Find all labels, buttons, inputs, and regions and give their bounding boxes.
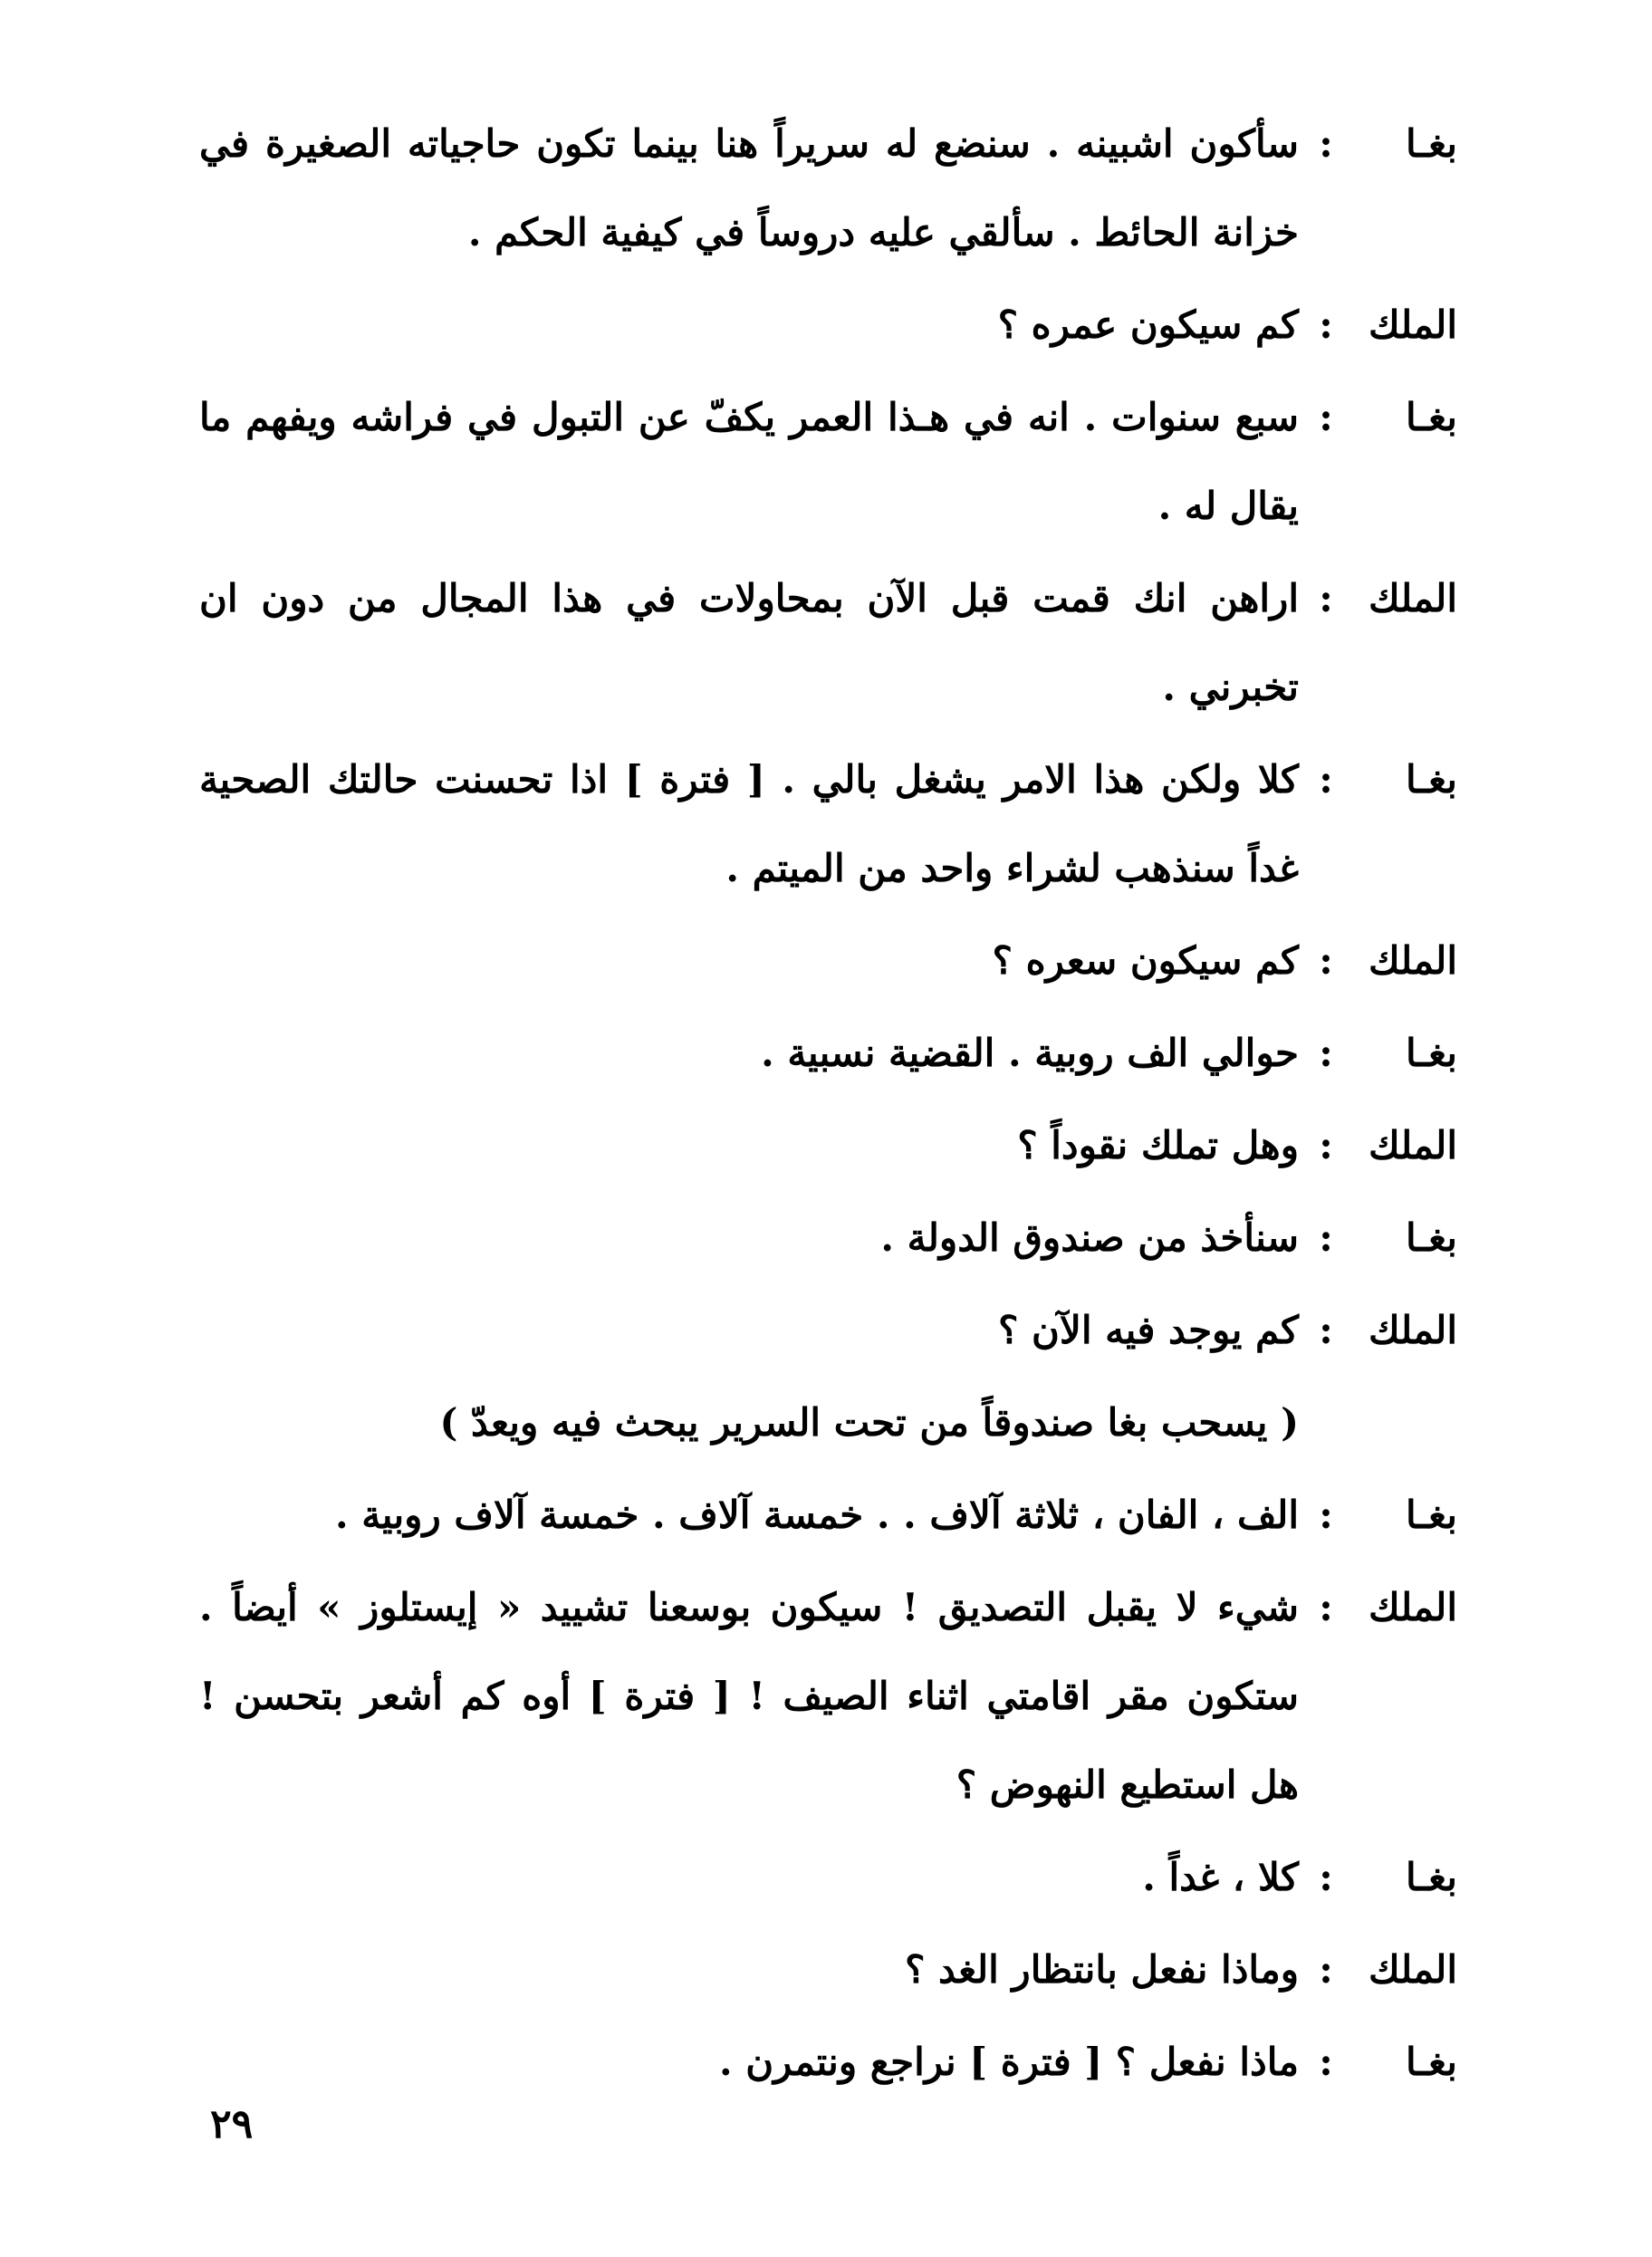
speaker-colon: : <box>1319 1947 1333 1992</box>
speaker-name: بغـا <box>1405 1493 1457 1537</box>
dialogue-entry <box>199 917 1457 1005</box>
speech-text: كلا ولكن هذا الامر يشغل بالي . [ فترة ] اذا تحسنت حالتك الصحية غداً سنذهب لشراء واحد من الميتم . <box>199 757 1299 890</box>
dialogue-entry <box>199 1286 1457 1375</box>
page-number: ٢٩ <box>210 2101 254 2147</box>
speaker-colon: : <box>1319 121 1333 166</box>
speaker-name: بغـا <box>1405 2040 1457 2084</box>
speaker-colon: : <box>1319 1031 1333 1075</box>
dialogue-entry <box>199 1471 1457 1560</box>
dialogue-entry <box>199 735 1457 913</box>
dialogue-entry <box>199 1194 1457 1282</box>
dialogue-entry <box>199 100 1457 277</box>
speech-text: حوالي الف روبية . القضية نسبية . <box>761 1031 1299 1075</box>
speech-text: سأكون اشبينه . سنضع له سريراً هنا بينما تكون حاجياته الصغيرة في خزانة الحائط . سألقي عليه دروساً في كيفية الحكم . <box>199 121 1299 255</box>
dialogue-entry <box>199 1009 1457 1098</box>
speaker-colon: : <box>1319 1123 1333 1167</box>
speech-text: كم سيكون عمره ؟ <box>997 303 1299 347</box>
speaker-name: الملك <box>1368 1585 1457 1629</box>
dialogue-entry <box>199 1833 1457 1922</box>
speaker-name: بغـا <box>1405 1031 1457 1075</box>
dialogue-entry <box>199 2018 1457 2107</box>
dialogue-entry <box>199 1101 1457 1190</box>
speech-text: سبع سنوات . انه في هـذا العمر يكفّ عن التبول في فراشه ويفهم ما يقال له . <box>199 395 1299 528</box>
speaker-name: الملك <box>1368 576 1457 620</box>
speaker-colon: : <box>1319 1585 1333 1629</box>
dialogue-entry <box>199 554 1457 732</box>
speaker-colon: : <box>1319 576 1333 620</box>
speaker-colon: : <box>1319 1308 1333 1352</box>
speaker-name: بغـا <box>1405 757 1457 802</box>
speech-text: شيء لا يقبل التصديق ! سيكون بوسعنا تشييد « إيستلوز » أيضاً . ستكون مقر اقامتي اثناء الصيف ! [ فترة ] أوه كم أشعر بتحسن ! هل استطيع النهوض ؟ <box>199 1585 1299 1807</box>
speech-text: سنأخذ من صندوق الدولة . <box>880 1215 1299 1260</box>
stage-direction: ( يسحب بغا صندوقاً من تحت السرير يبحث فيه ويعدّ ) <box>439 1400 1299 1445</box>
dialogue-entry <box>199 373 1457 551</box>
speech-text: وماذا نفعل بانتظار الغد ؟ <box>905 1947 1299 1992</box>
speaker-name: الملك <box>1368 303 1457 347</box>
speaker-colon: : <box>1319 757 1333 802</box>
speaker-colon: : <box>1319 395 1333 439</box>
dialogue-entry <box>199 1563 1457 1830</box>
speaker-name: الملك <box>1368 1947 1457 1992</box>
speaker-colon: : <box>1319 1855 1333 1899</box>
speech-text: كم سيكون سعره ؟ <box>992 938 1299 983</box>
dialogue-text <box>199 100 1457 2107</box>
speech-text: كلا ، غداً . <box>1142 1855 1299 1899</box>
speaker-name: بغـا <box>1405 1855 1457 1899</box>
speech-text: ماذا نفعل ؟ [ فترة ] نراجع ونتمرن . <box>718 2040 1299 2084</box>
speaker-name: بغـا <box>1405 395 1457 439</box>
speech-text: الف ، الفان ، ثلاثة آلاف . . خمسة آلاف . خمسة آلاف روبية . <box>335 1493 1299 1537</box>
speaker-colon: : <box>1319 2040 1333 2084</box>
dialogue-entry <box>199 281 1457 370</box>
speech-text: اراهن انك قمت قبل الآن بمحاولات في هذا المجال من دون ان تخبرني . <box>199 576 1299 709</box>
speaker-colon: : <box>1319 1215 1333 1260</box>
speech-text: وهل تملك نقوداً ؟ <box>1017 1123 1299 1167</box>
speaker-colon: : <box>1319 1493 1333 1537</box>
speaker-name: بغـا <box>1405 121 1457 166</box>
speaker-name: الملك <box>1368 1123 1457 1167</box>
speaker-colon: : <box>1319 303 1333 347</box>
speaker-name: الملك <box>1368 938 1457 983</box>
speech-text: كم يوجد فيه الآن ؟ <box>998 1308 1299 1352</box>
speaker-name: الملك <box>1368 1308 1457 1352</box>
dialogue-entry <box>199 1926 1457 2014</box>
speaker-name: بغـا <box>1405 1215 1457 1260</box>
speaker-colon: : <box>1319 938 1333 983</box>
